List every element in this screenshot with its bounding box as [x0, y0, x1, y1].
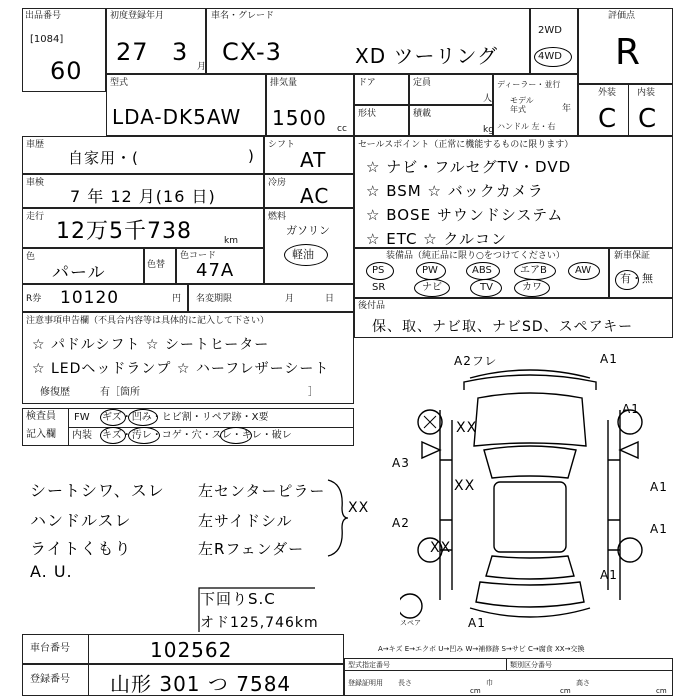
diagram-mark: A1 [600, 352, 618, 366]
fw-label: FW [74, 412, 90, 423]
reg-change-day: 日 [325, 294, 335, 304]
fuel-gas: ガソリン [286, 224, 330, 237]
exterior-grade: C [598, 104, 618, 134]
remark-right: 左サイドシル [198, 512, 293, 530]
use-value: 自家用・( [68, 149, 139, 167]
remark-rust: 下回りS.C [200, 590, 276, 608]
color-label: 色 [26, 252, 36, 262]
model-name: CX-3 [222, 38, 282, 66]
equip-abs-circle [466, 262, 500, 280]
selling-point-line: ☆ ナビ・フルセグTV・DVD [366, 158, 572, 176]
diagram-mark: A1 [600, 568, 618, 582]
equip-abs: ABS [472, 265, 492, 276]
inspection-label: 車検 [26, 178, 45, 188]
diagram-mark: A1 [650, 522, 668, 536]
diagram-mark: A1 [468, 616, 486, 630]
equip-airbag: エアB [520, 265, 547, 276]
notes-line: ☆ LEDヘッドランプ ☆ ハーフレザーシート [32, 361, 330, 377]
repair-close: ］ [308, 387, 318, 398]
remark-brace [326, 478, 350, 558]
lot-label: 出品番号 [25, 11, 62, 21]
remark-odo: オド125,746km [200, 615, 319, 631]
selling-point-line: ☆ BSM ☆ バックカメラ [366, 182, 544, 200]
displacement-value: 1500 [272, 106, 327, 130]
capacity-label: 定員 [413, 78, 432, 88]
first-reg-year: 27 [116, 38, 149, 66]
equipment-title: 装備品（純正品に限り○をつけてください） [386, 251, 565, 261]
drive-4wd: 4WD [538, 51, 562, 62]
equip-airbag-circle [514, 262, 556, 280]
exterior-label: 外装 [598, 88, 617, 98]
kg-unit: kg [483, 125, 494, 135]
legend: A→キズ E→エクボ U→凹み W→補修跡 S→サビ C→腐食 XX→交換 [378, 645, 585, 653]
after-value: 保、取、ナビ取、ナビSD、スペアキー [372, 319, 634, 335]
equip-sr: SR [372, 282, 386, 293]
diagram-mark: XX [454, 478, 476, 494]
type-label: 型式 [110, 78, 129, 88]
in-yogore-circle [128, 427, 160, 444]
chassis-value: 102562 [150, 638, 233, 662]
equip-pw: PW [422, 265, 438, 276]
door-label: ドア [358, 78, 376, 88]
inspector-label-1: 検査員 [26, 411, 56, 422]
equip-ps-circle [366, 262, 394, 280]
new-car-label: 新車保証 [614, 251, 651, 261]
remark-odo-frame [195, 584, 335, 634]
displacement-label: 排気量 [270, 78, 298, 88]
dealer-label: ディーラー・並行 [497, 80, 561, 89]
equip-tv: TV [480, 282, 493, 293]
new-car-circle [615, 270, 639, 290]
steering: ハンドル 左・右 [497, 122, 556, 131]
diagram-mark: A2フレ [454, 354, 498, 368]
first-reg-label: 初度登録年月 [110, 11, 165, 21]
r-ticket-value: 10120 [60, 288, 120, 308]
reg-label: 登録番号 [30, 674, 70, 685]
repair-value: 有［箇所 [100, 387, 140, 398]
remark-right: 左センターピラー [198, 482, 326, 500]
equip-navi: ナビ [422, 282, 442, 293]
car-diagram [400, 350, 680, 640]
diagram-mark: A1 [622, 402, 640, 416]
repair-label: 修復歴 [40, 387, 70, 398]
lot-ref: [1084] [30, 34, 64, 45]
diagram-mark: XX [456, 420, 478, 436]
chassis-label: 車台番号 [30, 643, 70, 654]
ren-label: 登録証明用 [348, 679, 383, 687]
model-grade-label: 車名・グレード [211, 11, 275, 21]
reg-change-label: 名変期限 [196, 294, 233, 304]
equip-navi-circle [414, 279, 450, 297]
after-label: 後付品 [358, 301, 386, 311]
drive-2wd: 2WD [538, 25, 562, 36]
reg-value: 山形 301 つ 7584 [110, 672, 292, 696]
notes-line: ☆ パドルシフト ☆ シートヒーター [32, 337, 270, 353]
drive-4wd-circle [534, 47, 572, 67]
in-sure-circle [220, 427, 252, 444]
fw-value: ギズ・凹み・ヒビ割・リペア跡・X要 [102, 412, 269, 423]
width-label: 巾 [486, 679, 493, 687]
inspector-label-2: 記入欄 [26, 429, 56, 440]
grade: XD ツーリング [355, 44, 499, 68]
selling-points-title: セールスポイント（正常に機能するものに限ります） [358, 140, 574, 150]
use-label: 車歴 [26, 140, 45, 150]
diagram-mark: XX [430, 540, 452, 556]
equip-kawa-circle [514, 279, 550, 297]
notes-title: 注意事項申告欄（不具合内容等は具体的に記入して下さい） [26, 316, 270, 326]
year-unit: 年 [562, 104, 572, 114]
model-year-label: モデル 年式 [510, 96, 534, 114]
r-ticket-label: R券 [26, 294, 42, 304]
yen-unit: 円 [172, 294, 182, 304]
length-label: 長さ [398, 679, 412, 687]
equip-kawa: カワ [522, 282, 542, 293]
shift-label: シフト [268, 140, 296, 150]
remark-left: シートシワ、スレ [30, 481, 165, 500]
km-unit: km [224, 236, 238, 246]
person-unit: 人 [483, 94, 493, 104]
equip-aw-circle [568, 262, 600, 280]
shift-value: AT [300, 148, 327, 172]
height-cm: cm [656, 687, 667, 695]
equip-aw: AW [575, 265, 592, 276]
new-car-value: 有・無 [620, 272, 653, 285]
cc-unit: cc [337, 124, 347, 134]
fuel-label: 燃料 [268, 212, 287, 222]
fuel-diesel-circle [284, 244, 328, 266]
color-code-label: 色コード [180, 251, 217, 261]
reg-change-month: 月 [285, 294, 295, 304]
score-value: R [615, 32, 642, 73]
score-label: 評価点 [608, 11, 636, 21]
equip-tv-circle [470, 279, 502, 297]
diagram-mark: A2 [392, 516, 410, 530]
height-label: 高さ [576, 679, 590, 687]
interior-grade: C [638, 104, 658, 134]
lot-number: 60 [50, 57, 83, 85]
remark-left: ハンドルスレ [30, 511, 132, 530]
inspection-value: 7 年 12 月(16 日) [70, 187, 216, 206]
mileage-value: 12万5千738 [56, 219, 192, 244]
spare-label: スペア [400, 619, 421, 627]
width-cm: cm [560, 687, 571, 695]
remark-left: ライトくもり [30, 539, 132, 558]
use-close: ) [248, 147, 255, 165]
ac-label: 冷房 [268, 178, 287, 188]
cert-box [344, 658, 673, 696]
ac-value: AC [300, 184, 330, 208]
type-value: LDA-DK5AW [112, 105, 242, 129]
remark-left: A. U. [30, 562, 73, 581]
diagram-mark: A3 [392, 456, 410, 470]
fw-kizu-circle [100, 409, 126, 426]
remark-xx: XX [348, 500, 370, 516]
equip-pw-circle [416, 262, 446, 280]
in-value: キズ・汚レ・コゲ・穴・スレ・キレ・破レ [102, 430, 292, 441]
selling-point-line: ☆ ETC ☆ クルコン [366, 230, 507, 248]
grade-ext-int-cell [578, 84, 673, 136]
shape-label: 形状 [358, 109, 377, 119]
equip-ps: PS [372, 265, 385, 276]
mileage-label: 走行 [26, 212, 45, 222]
selling-point-line: ☆ BOSE サウンドシステム [366, 206, 564, 224]
fw-hekomi-circle [128, 409, 158, 426]
fuel-diesel: 軽油 [292, 248, 314, 261]
month-suffix: 月 [197, 62, 207, 72]
length-cm: cm [470, 687, 481, 695]
color-code-value: 47A [196, 260, 235, 281]
class-label: 類別区分番号 [510, 661, 552, 669]
remark-right: 左Rフェンダー [198, 540, 305, 558]
color-value: パール [52, 263, 106, 283]
in-label: 内装 [72, 430, 92, 441]
use-cell [22, 136, 264, 174]
first-reg-month: 3 [172, 38, 189, 66]
load-label: 積載 [413, 109, 432, 119]
cert-label: 型式指定番号 [348, 661, 390, 669]
interior-label: 内装 [637, 88, 656, 98]
in-kizu-circle [100, 427, 126, 444]
color-change-label: 色替 [147, 260, 166, 270]
diagram-mark: A1 [650, 480, 668, 494]
